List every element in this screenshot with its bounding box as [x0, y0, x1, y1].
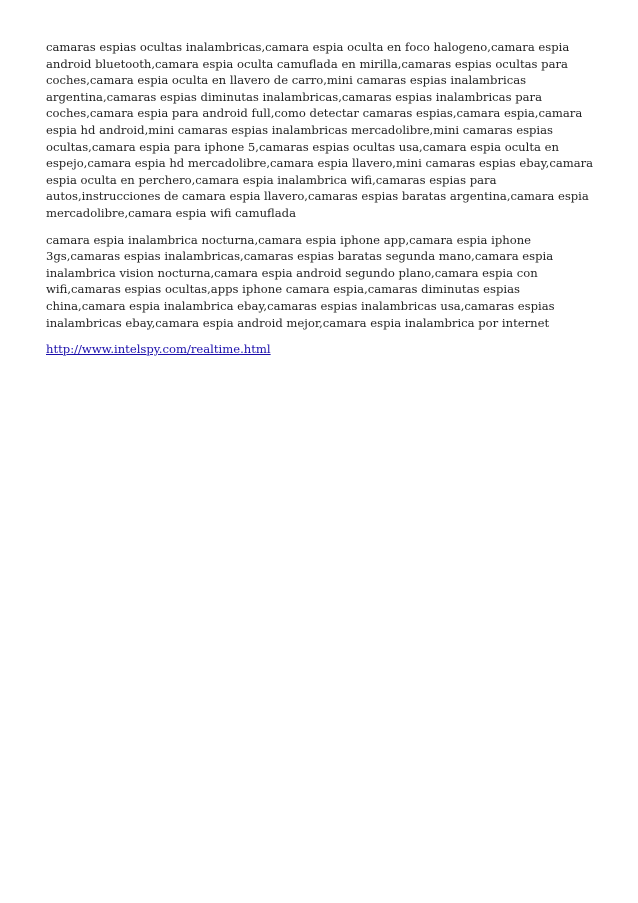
- paragraph-keywords-2: camara espia inalambrica nocturna,camara espia iphone app,camara espia iphone 3gs,camaras espias inalambricas,camaras espias baratas segunda mano,camara espia inalambrica vision nocturna,camara espia android segundo plano,camara espia con wifi,camaras espias ocultas,apps iphone camara espia,camaras diminutas espias china,camara espia inalambrica ebay,camaras espias inalambricas usa,camaras espias inalambricas ebay,camara espia android mejor,camara espia inalambrica por internet: [46, 232, 555, 330]
- document-body: [46, 39, 596, 368]
- intelspy-link[interactable]: http://www.intelspy.com/realtime.html: [46, 342, 271, 357]
- paragraph-keywords-1: camaras espias ocultas inalambricas,camara espia oculta en foco halogeno,camara espia android bluetooth,camara espia oculta camuflada en mirilla,camaras espias ocultas para coches,camara espia oculta en llavero de carro,mini camaras espias inalambricas argentina,camaras espias diminutas inalambricas,camaras espias inalambricas para coches,camara espia para android full,como detectar camaras espias,camara espia,camara espia hd android,mini camaras espias inalambricas mercadolibre,mini camaras espias ocultas,camara espia para iphone 5,camaras espias ocultas usa,camara espia oculta en espejo,camara espia hd mercadolibre,camara espia llavero,mini camaras espias ebay,camara espia oculta en perchero,camara espia inalambrica wifi,camaras espias para autos,instrucciones de camara espia llavero,camaras espias baratas argentina,camara espia mercadolibre,camara espia wifi camuflada: [46, 40, 594, 220]
- link-paragraph: [46, 341, 596, 358]
